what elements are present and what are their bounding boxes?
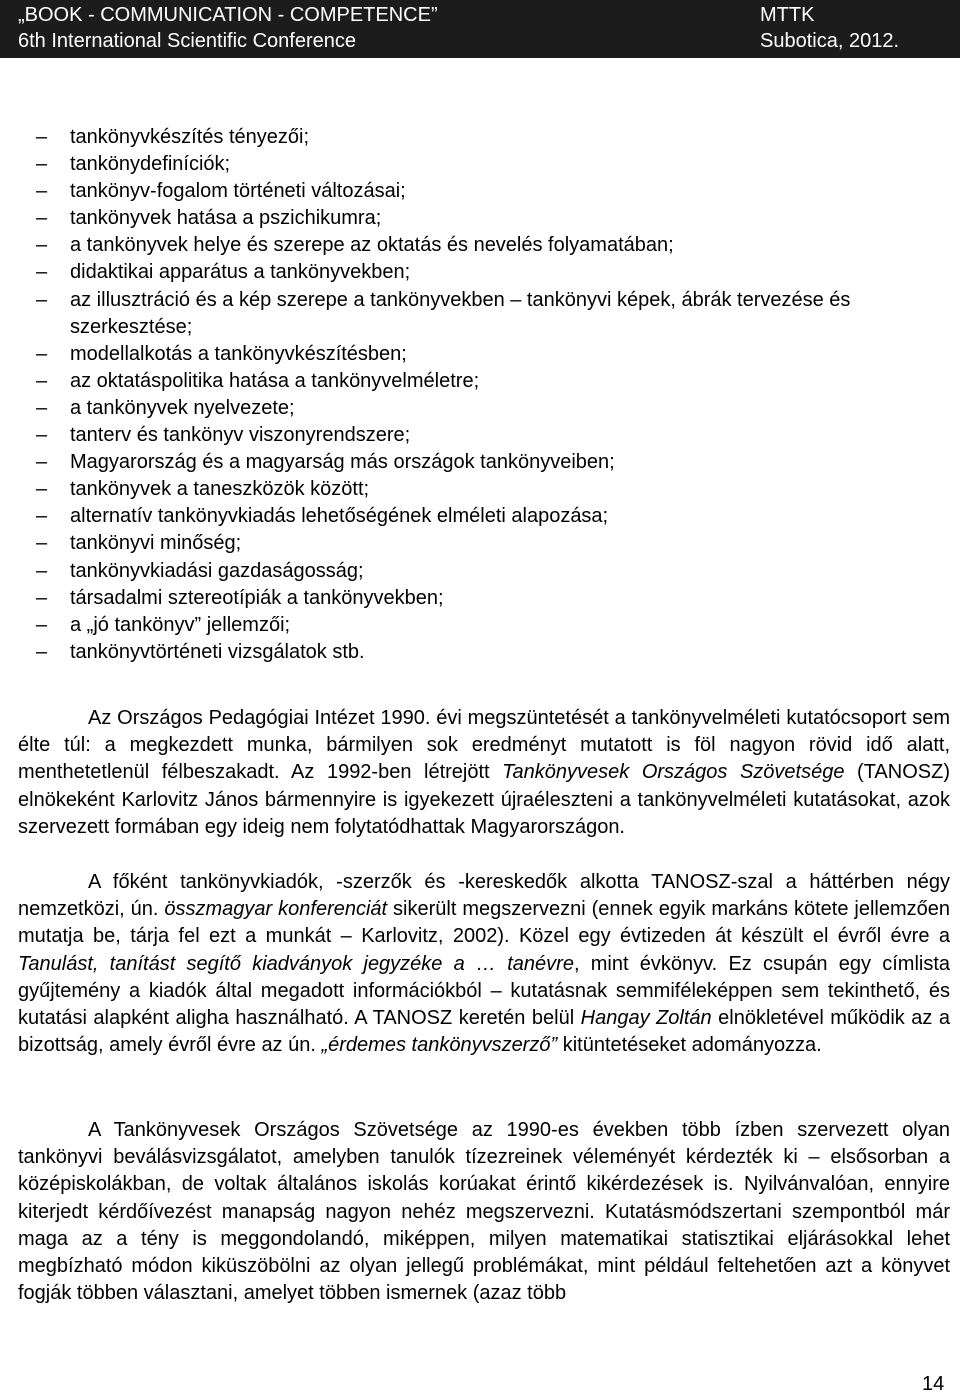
list-item-text: az illusztráció és a kép szerepe a tankönyvekben – tankönyvi képek, ábrák tervezése és szerkesztése; [70, 288, 851, 338]
list-item-text: modellalkotás a tankönyvkészítésben; [70, 342, 407, 365]
paragraph-3-text: A Tankönyvesek Országos Szövetsége az 1990-es években több ízben szervezett olyan tankönyvi beválásvizsgálatot, amelyben tanulók tízezreinek véleményét kérdezték ki – elsősorban a középiskolákban, de voltak általános iskolás korúakat érintő kikérdezések is. Nyilvánvalóan, ennyire kiterjedt kérdőívezést manapság nagyon nehéz megszervezni. Kutatásmódszertani szempontból már maga az a tény is meggondolandó, miképpen, milyen matematikai statisztikai eljárásokkal lehet megbízható módon kiküszöbölni az olyan jellegű problémákat, mint például feltehetően azt a könyvet fogják többen választani, amelyet többen ismernek (azaz több [18, 1119, 950, 1305]
list-item [18, 612, 942, 639]
list-item [18, 503, 942, 530]
list-item-text: a tankönyvek helye és szerepe az oktatás és nevelés folyamatában; [70, 234, 674, 257]
dash-bullet: – [36, 288, 48, 311]
paragraph-3 [18, 1117, 950, 1307]
dash-bullet: – [36, 396, 48, 419]
list-item [18, 558, 942, 585]
paragraph-2-text-a: A főként tankönyvkiadók, -szerzők és -kereskedők alkotta TANOSZ-szal a háttérben négy nemzetközi, ún. [18, 871, 950, 921]
list-item [18, 530, 942, 557]
paragraph-2-italic-b: összmagyar konferenciát [164, 898, 388, 921]
list-item [18, 449, 942, 476]
paragraph-2-italic-f: Hangay Zoltán [580, 1007, 712, 1030]
paragraph-2-text-i: kitüntetéseket adományozza. [557, 1034, 822, 1057]
list-item-text: tankönyvek hatása a pszichikumra; [70, 207, 382, 230]
dash-bullet: – [36, 586, 48, 609]
dash-bullet: – [36, 424, 48, 447]
dash-bullet: – [36, 234, 48, 257]
list-item-text: a „jó tankönyv” jellemzői; [70, 613, 291, 636]
page-header [0, 0, 960, 58]
list-item [18, 259, 942, 286]
conference-subtitle: 6th International Scientific Conference [18, 30, 356, 52]
list-item [18, 639, 942, 666]
dash-bullet: – [36, 180, 48, 203]
paragraph-2-italic-d: Tanulást, tanítást segítő kiadványok jegyzéke a … tanévre [18, 952, 574, 975]
dash-bullet: – [36, 478, 48, 501]
list-item [18, 395, 942, 422]
list-item-text: tankönyvtörténeti vizsgálatok stb. [70, 640, 365, 663]
page-number: 14 [922, 1373, 945, 1395]
dash-bullet: – [36, 369, 48, 392]
paragraph-2-text-e: , mint évkönyv. Ez csupán egy címlista gyűjtemény a kiadók által megadott információkból – kutatásnak semmiféleképpen sem tekinthető, és kutatási alapként aligha használható. A TANOSZ keretén belül [18, 952, 951, 1030]
list-item [18, 476, 942, 503]
list-item-text: tankönyvek a taneszközök között; [70, 478, 370, 501]
paragraph-2-italic-h: „érdemes tankönyvszerző” [321, 1034, 558, 1057]
dash-bullet: – [36, 613, 48, 636]
list-item-text: tankönyv-fogalom történeti változásai; [70, 180, 406, 203]
dash-bullet: – [36, 207, 48, 230]
list-item [18, 585, 942, 612]
list-item-text: alternatív tankönyvkiadás lehetőségének elméleti alapozása; [70, 505, 609, 528]
paragraph-2-text-g: elnökletével működik az a bizottság, amely évről évre az ún. [18, 1007, 950, 1057]
dash-bullet: – [36, 153, 48, 176]
list-item [18, 124, 942, 151]
dash-bullet: – [36, 451, 48, 474]
list-item-text: tankönydefiníciók; [70, 153, 231, 176]
list-item-text: az oktatáspolitika hatása a tankönyvelméletre; [70, 369, 480, 392]
list-item [18, 287, 942, 341]
list-item [18, 232, 942, 259]
list-item [18, 341, 942, 368]
list-item [18, 368, 942, 395]
conference-place-date: Subotica, 2012. [760, 30, 899, 52]
list-item-text: tankönyvkészítés tényezői; [70, 126, 310, 148]
paragraph-2 [18, 869, 950, 1059]
list-item-text: didaktikai apparátus a tankönyvekben; [70, 261, 411, 284]
dash-bullet: – [36, 342, 48, 365]
dash-bullet: – [36, 126, 48, 148]
faculty-name: MTTK [760, 4, 815, 26]
paragraph-1-text-a: Az Országos Pedagógiai Intézet 1990. évi megszüntetését a tankönyvelméleti kutatócsoport sem élte túl: a megkezdett munka, bármilyen sok eredményt mutatott is föl nagyon rövid idő alatt, menthetetlenül félbeszakadt. Az 1992-ben létrejött [18, 707, 950, 784]
conference-title: „BOOK - COMMUNICATION - COMPETENCE” [18, 4, 438, 26]
list-item-text: tanterv és tankönyv viszonyrendszere; [70, 424, 411, 447]
list-item-text: társadalmi sztereotípiák a tankönyvekben; [70, 586, 444, 609]
dash-bullet: – [36, 261, 48, 284]
list-item [18, 178, 942, 205]
paragraph-1-italic: Tankönyvesek Országos Szövetsége [502, 761, 845, 784]
list-item [18, 151, 942, 178]
topic-list [18, 124, 942, 666]
list-item-text: tankönyvkiadási gazdaságosság; [70, 559, 364, 582]
paragraph-1 [18, 705, 950, 841]
list-item-text: Magyarország és a magyarság más országok tankönyveiben; [70, 451, 615, 474]
dash-bullet: – [36, 505, 48, 528]
dash-bullet: – [36, 532, 48, 555]
paragraph-2-text-c: sikerült megszervezni (ennek egyik markáns kötete jellemzően mutatja be, tárja fel ezt a munkát – Karlovitz, 2002). Közel egy évtizeden át készült el évről évre a [18, 898, 951, 948]
list-item [18, 422, 942, 449]
list-item-text: tankönyvi minőség; [70, 532, 242, 555]
dash-bullet: – [36, 640, 48, 663]
list-item [18, 205, 942, 232]
dash-bullet: – [36, 559, 48, 582]
list-item-text: a tankönyvek nyelvezete; [70, 396, 295, 419]
paragraph-1-text-c: (TANOSZ) elnökeként Karlovitz János bármennyire is igyekezett újraéleszteni a tankönyvelméleti kutatásokat, azok szervezett formában egy ideig nem folytatódhattak Magyarországon. [18, 761, 950, 838]
